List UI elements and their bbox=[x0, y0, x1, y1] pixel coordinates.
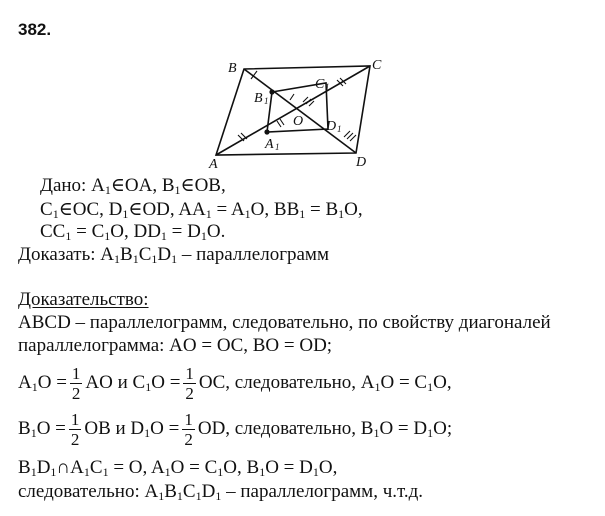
label-a1-sub: 1 bbox=[275, 142, 280, 152]
fraction-one-half: $\frac{1}{2}$ bbox=[184, 409, 193, 449]
label-c: C bbox=[372, 58, 382, 73]
proof-line-6: следовательно: $A_1B_1C_1D_1$ – параллелограмм, ч.т.д. bbox=[18, 481, 424, 503]
label-b1-sub: 1 bbox=[264, 96, 269, 106]
label-c1: C bbox=[315, 77, 325, 92]
proof-line-5: $B_1D_1\cap A_1C_1 = O$, $A_1O = C_1O$, $B_1O = D_1O$, bbox=[18, 457, 338, 479]
label-a1: A bbox=[265, 137, 274, 152]
fraction-one-half: $\frac{1}{2}$ bbox=[71, 363, 81, 403]
proof-line-2: параллелограмма: AO = OC, BO = OD; bbox=[18, 335, 333, 356]
label-d1: D bbox=[326, 119, 337, 134]
parallelogram-figure bbox=[204, 55, 396, 175]
given-label: Дано: bbox=[40, 175, 87, 196]
label-d1-sub: 1 bbox=[337, 124, 342, 134]
label-b1: B bbox=[254, 91, 263, 106]
proof-formula-1: $A_1O$ = $\frac{1}{2}$ AO и $C_1O$ = $\frac{1}{2}$ OC, следовательно, $A_1O = C_1O$, bbox=[18, 363, 452, 403]
label-a: A bbox=[209, 157, 218, 172]
label-b: B bbox=[228, 61, 237, 76]
fraction-one-half: $\frac{1}{2}$ bbox=[185, 363, 194, 403]
proof-formula-2: $B_1O$ = $\frac{1}{2}$ OB и $D_1O$ = $\frac{1}{2}$ OD, следовательно, $B_1O = D_1O$; bbox=[18, 409, 453, 449]
proof-title: Доказательство: bbox=[18, 289, 149, 310]
label-d: D bbox=[356, 155, 367, 170]
given-line-2: $C_1\in OC$, $D_1\in OD$, $AA_1 = A_1O$, $BB_1 = B_1O$, bbox=[40, 199, 363, 221]
proof-line-1: ABCD – параллелограмм, следовательно, по свойству диагоналей bbox=[18, 312, 551, 333]
label-c1-sub: 1 bbox=[325, 82, 330, 92]
prove-line: Доказать: $A_1B_1C_1D_1$ – параллелограмм bbox=[18, 244, 329, 266]
point-a1-dot bbox=[264, 129, 269, 134]
problem-number: 382. bbox=[18, 20, 52, 39]
label-o: O bbox=[293, 114, 304, 129]
fraction-one-half: $\frac{1}{2}$ bbox=[70, 409, 80, 449]
given-line-3: $CC_1 = C_1O$, $DD_1 = D_1O$. bbox=[40, 221, 226, 243]
prove-label: Доказать: bbox=[18, 244, 96, 265]
point-b1-dot bbox=[269, 89, 274, 94]
diagonal-ac bbox=[216, 66, 370, 155]
given-line-1: Дано: $A_1\in OA$, $B_1\in OB$, bbox=[40, 175, 226, 197]
